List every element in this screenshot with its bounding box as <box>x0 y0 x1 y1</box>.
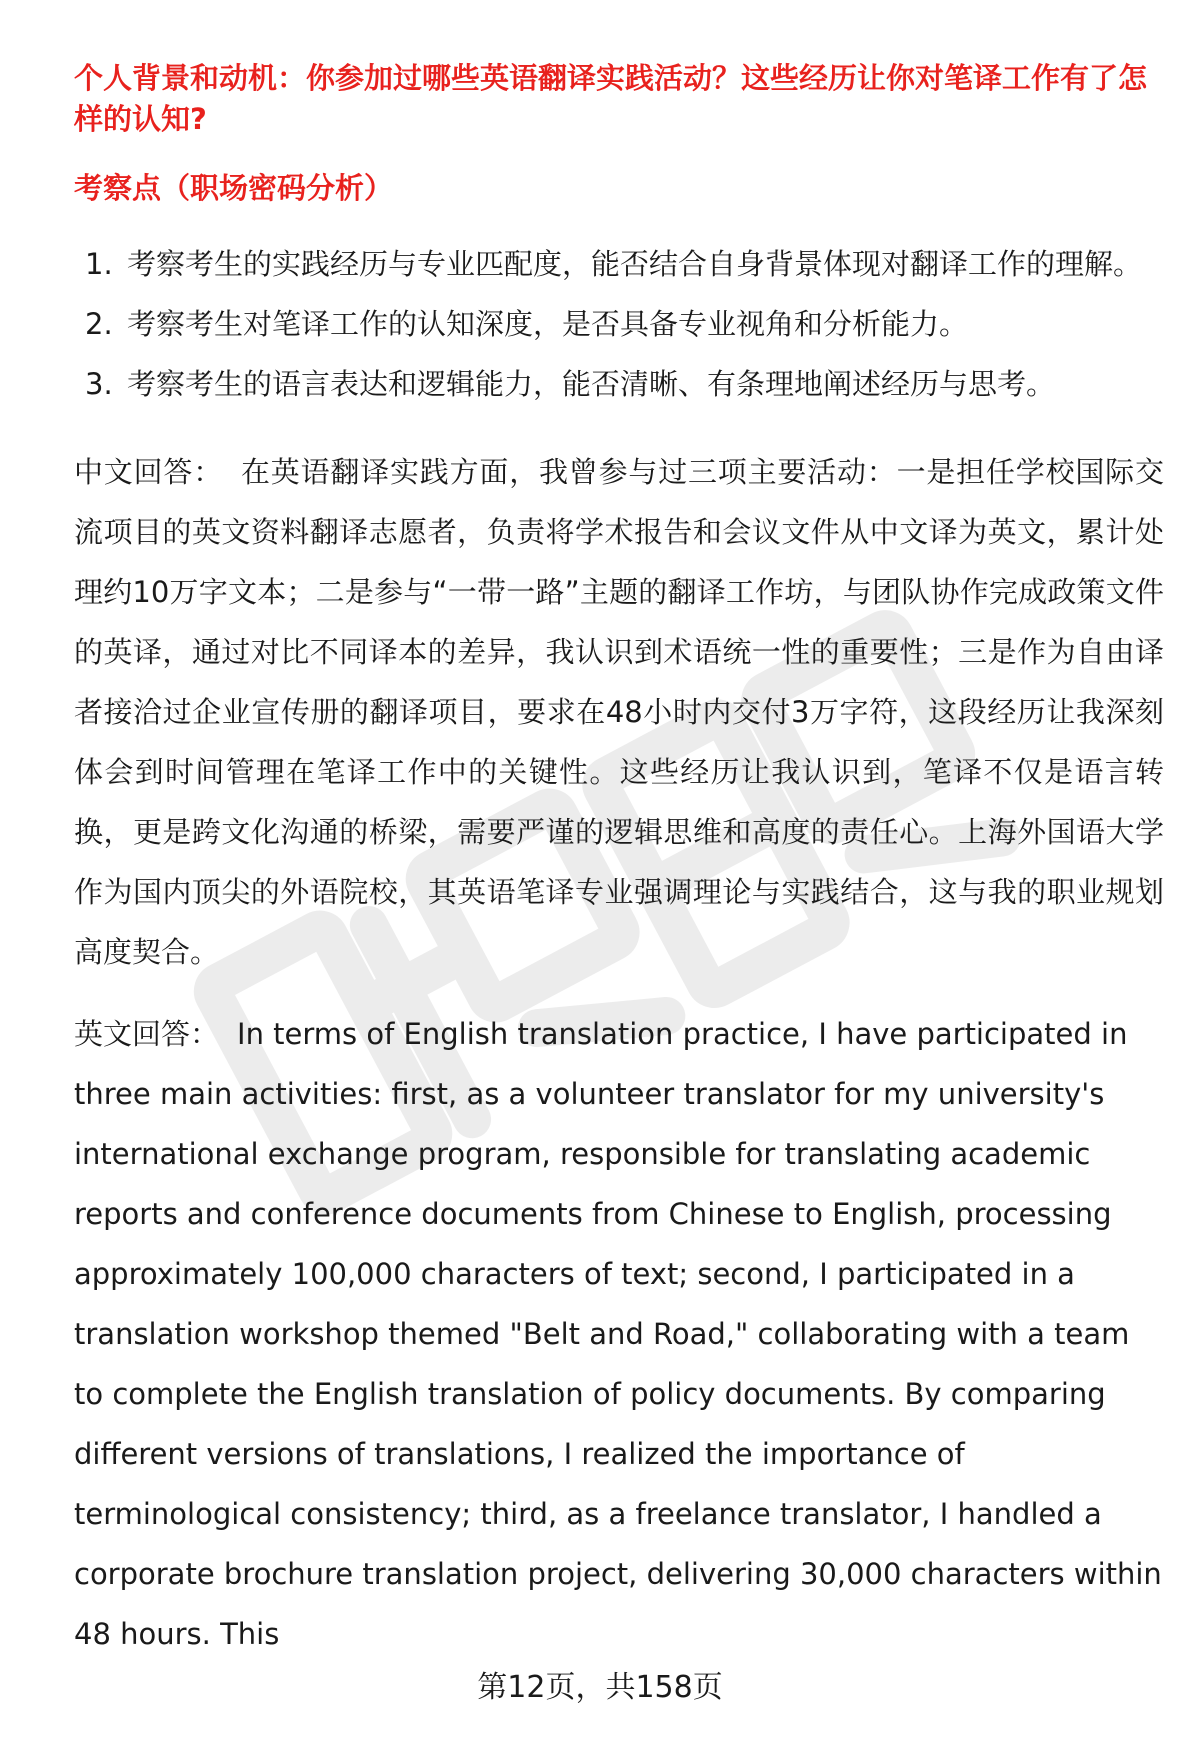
chinese-answer-label: 中文回答： <box>74 455 223 489</box>
point-number: 1. <box>85 247 113 281</box>
english-answer-label: 英文回答： <box>74 1017 220 1051</box>
assessment-points <box>74 234 1164 414</box>
assessment-point <box>74 234 1164 294</box>
point-number: 2. <box>85 307 113 341</box>
section-title: 考察点（职场密码分析） <box>74 171 394 205</box>
document-body <box>74 58 1164 1664</box>
point-text: 考察考生的实践经历与专业匹配度，能否结合自身背景体现对翻译工作的理解。 <box>127 247 1143 281</box>
page-number: 第12页，共158页 <box>477 1670 723 1705</box>
english-answer <box>74 1004 1164 1664</box>
point-text: 考察考生的语言表达和逻辑能力，能否清晰、有条理地阐述经历与思考。 <box>127 367 1056 401</box>
point-number: 3. <box>85 367 113 401</box>
english-answer-text: In terms of English translation practice, I have participated in three main activities: first, as a volunteer translator for my university's international exchange program, responsible for translating academic reports and conference documents from Chinese to English, processing approximately 100,000 characters of text; second, I participated in a translation workshop themed "Belt and Road," collaborating with a team to complete the English translation of policy documents. By comparing different versions of translations, I realized the importance of terminological consistency; third, as a freelance translator, I handled a corporate brochure translation project, delivering 30,000 characters within 48 hours. This <box>74 1017 1162 1651</box>
question-heading: 个人背景和动机：你参加过哪些英语翻译实践活动？这些经历让你对笔译工作有了怎样的认知? <box>74 61 1148 136</box>
assessment-point <box>74 294 1164 354</box>
chinese-answer <box>74 442 1164 982</box>
chinese-answer-text: 在英语翻译实践方面，我曾参与过三项主要活动：一是担任学校国际交流项目的英文资料翻译志愿者，负责将学术报告和会议文件从中文译为英文，累计处理约10万字文本；二是参与“一带一路”主题的翻译工作坊，与团队协作完成政策文件的英译，通过对比不同译本的差异，我认识到术语统一性的重要性；三是作为自由译者接洽过企业宣传册的翻译项目，要求在48小时内交付3万字符，这段经历让我深刻体会到时间管理在笔译工作中的关键性。这些经历让我认识到，笔译不仅是语言转换，更是跨文化沟通的桥梁，需要严谨的逻辑思维和高度的责任心。上海外国语大学作为国内顶尖的外语院校，其英语笔译专业强调理论与实践结合，这与我的职业规划高度契合。 <box>74 455 1164 969</box>
assessment-point <box>74 354 1164 414</box>
point-text: 考察考生对笔译工作的认知深度，是否具备专业视角和分析能力。 <box>127 307 969 341</box>
